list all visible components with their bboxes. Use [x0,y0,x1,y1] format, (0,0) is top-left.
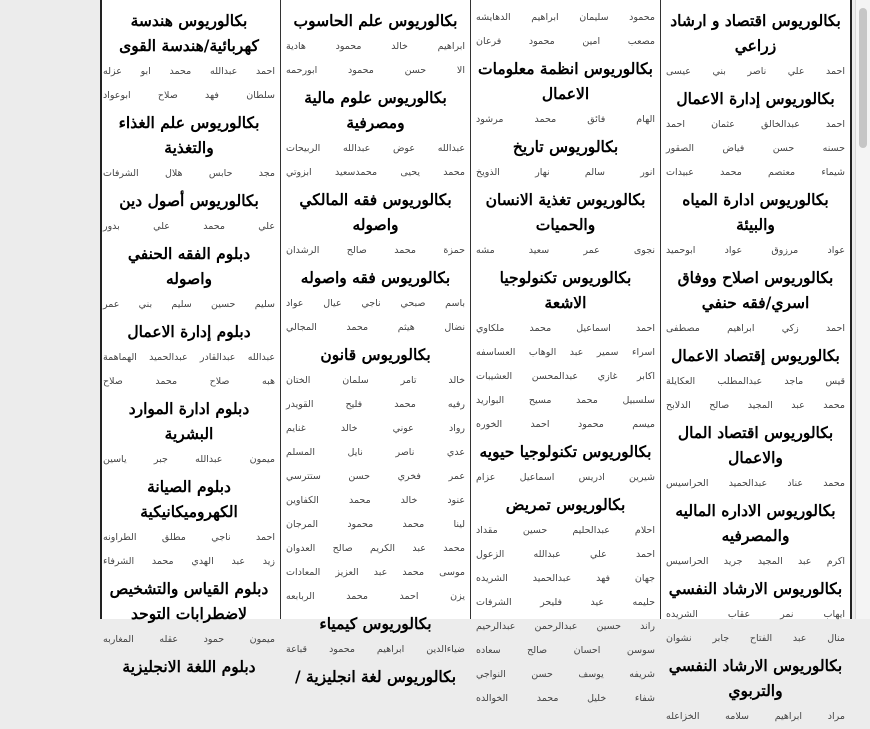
graduate-name: رواد عوني خالد غنايم [286,423,465,434]
graduate-name: يزن احمد محمد الربابعه [286,591,465,602]
graduate-name: اسراء سمير عبد الوهاب العساسفه [476,347,655,358]
degree-heading: بكالوريوس الاداره الماليه والمصرفيه [675,501,836,545]
scrollbar-thumb[interactable] [859,8,867,148]
graduate-name: شريفه يوسف حسن النواجي [476,669,655,680]
graduate-name: اكرم عبد المجيد جريد الحراسيس [666,556,845,567]
degree-heading: بكالوريوس أصول دين [119,191,259,210]
degree-heading: بكالوريوس لغة انجليزية / [294,667,457,686]
degree-heading: بكالوريوس الارشاد النفسي [668,579,843,598]
graduate-name: شفاء خليل محمد الخوالده [476,693,655,704]
graduate-name: عبدالله عوض عبدالله الربيحات [286,143,465,154]
degree-heading: بكالوريوس انظمة معلومات الاعمال [478,59,653,103]
graduate-name: عنود خالد محمد الكفاوين [286,495,465,506]
graduate-name: باسم صبحي ناجي عيال عواد [286,298,465,309]
degree-heading: بكالوريوس إقتصاد الاعمال [671,346,840,365]
graduate-name: شيماء معتصم محمد عبيدات [666,167,845,178]
column-1 [660,0,850,722]
graduate-name: سلسبيل محمد مسيح البواريد [476,395,655,406]
graduate-name: مجد حابس هلال الشرفات [103,168,275,179]
degree-heading: بكالوريوس فقه المالكي واصوله [299,190,452,234]
graduate-name: احلام عبدالحليم حسين مقداد [476,525,655,536]
graduate-name: سوسن احسان صالح سعاده [476,645,655,656]
graduate-name: اكابر غازي عبدالمحسن العشيبات [476,371,655,382]
graduate-name: احمد زكي ابراهيم مصطفى [666,323,845,334]
graduate-name: رفيه محمد فليح القويدر [286,399,465,410]
graduate-name: هبه صلاح محمد صلاح [103,376,275,387]
graduate-name: شيرين ادريس اسماعيل عزام [476,472,655,483]
graduate-name: عدي ناصر نايل المسلم [286,447,465,458]
graduate-name: احمد علي عبدالله الزعول [476,549,655,560]
degree-heading: بكالوريوس اقتصاد المال والاعمال [677,423,834,467]
graduate-name: محمد يحيى محمدسعيد ابزوتي [286,167,465,178]
graduate-name: لينا محمد محمود المرجان [286,519,465,530]
graduate-name: نجوى عمر سعيد مشه [476,245,655,256]
degree-heading: بكالوريوس اقتصاد و ارشاد زراعي [670,11,841,55]
degree-heading: بكالوريوس كيمياء [319,614,432,633]
column-2 [470,0,660,704]
column-3 [280,0,470,686]
graduate-name: حسنه حسن فياض الصقور [666,143,845,154]
degree-heading: دبلوم اللغة الانجليزية [122,657,256,676]
graduate-name: محمد عناد عبدالحميد الحراسيس [666,478,845,489]
graduate-name: ميمون عبدالله جبر ياسين [103,454,275,465]
graduate-name: موسى محمد عبد العزيز المعادات [286,567,465,578]
degree-heading: بكالوريوس علم الحاسوب [293,11,458,30]
graduate-name: محمود سليمان ابراهيم الدهايشه [476,12,655,23]
graduate-name: حمزة محمد صالح الرشدان [286,245,465,256]
degree-heading: بكالوريوس ادارة المياه والبيئة [682,190,829,234]
degree-heading: بكالوريوس تكنولوجيا الاشعة [499,268,632,312]
degree-heading: بكالوريوس إدارة الاعمال [676,89,835,108]
graduate-name: حليمه عيد فليحر الشرفات [476,597,655,608]
graduate-name: احمد عبدالخالق عثمان احمد [666,119,845,130]
graduate-name: جهان فهد عبدالحميد الشريده [476,573,655,584]
degree-heading: بكالوريوس قانون [320,345,431,364]
graduate-name: محمد عبد الكريم صالح العدوان [286,543,465,554]
document-page [100,0,852,722]
graduate-name: احمد ناجي مطلق الطراونه [103,532,275,543]
degree-heading: بكالوريوس تغذية الانسان والحميات [485,190,646,234]
graduate-name: الا حسن محمود ابورحمه [286,65,465,76]
graduate-name: محمد عبد المجيد صالح الدلابح [666,400,845,411]
degree-heading: دبلوم ادارة الموارد البشرية [128,399,250,443]
graduate-name: سليم حسين سليم بني عمر [103,299,275,310]
degree-heading: دبلوم الفقه الحنفي واصوله [127,244,251,288]
graduate-name: منال عبد الفتاح جابر نشوان [666,633,845,644]
degree-heading: بكالوريوس الارشاد النفسي والتربوي [668,656,843,700]
graduate-name: سلطان فهد صلاح ابوعواد [103,90,275,101]
graduate-name: عمر فخري حسن ستترسي [286,471,465,482]
graduate-name: احمد علي ناصر بني عيسى [666,66,845,77]
degree-heading: بكالوريوس تكنولوجيا حيويه [479,442,652,461]
graduate-name: الهام فائق محمد مرشود [476,114,655,125]
degree-heading: بكالوريوس اصلاح ووفاق اسري/فقه حنفي [677,268,834,312]
degree-heading: دبلوم إدارة الاعمال [127,322,251,341]
degree-heading: دبلوم الصيانة الكهروميكانيكية [140,477,238,521]
graduate-name: ابراهيم خالد محمود هادية [286,41,465,52]
degree-heading: بكالوريوس تمريض [505,495,626,514]
graduate-name: علي محمد علي بدور [103,221,275,232]
graduate-name: راند حسين عبدالرحمن عبدالرحيم [476,621,655,632]
graduate-name: عواد مرزوق عواد ابوحميد [666,245,845,256]
vertical-scrollbar[interactable] [855,0,870,619]
graduate-name: نضال هيثم محمد المجالي [286,322,465,333]
graduate-name: ضياءالدين ابراهيم محمود قباعة [286,644,465,655]
degree-heading: بكالوريوس هندسة كهربائية/هندسة القوى [119,11,259,55]
graduate-name: خالد تامر سلمان الختان [286,375,465,386]
graduate-name: ايهاب نمر عقاب الشريده [666,609,845,620]
graduate-name: عبدالله عبدالقادر عبدالحميد الهماهمة [103,352,275,363]
graduate-name: احمد اسماعيل محمد ملكاوي [476,323,655,334]
graduate-name: قيس ماجد عبدالمطلب العكايلة [666,376,845,387]
graduate-name: ميسم محمود احمد الخوره [476,419,655,430]
graduate-name: انور سالم نهار الذويخ [476,167,655,178]
degree-heading: بكالوريوس تاريخ [512,137,619,156]
column-4 [98,0,280,676]
degree-heading: دبلوم القياس والتشخيص لاضطرابات التوحد [109,579,269,623]
graduate-name: ميمون حمود عقله المغاربه [103,634,275,645]
degree-heading: بكالوريوس علم الغذاء والتغذية [118,113,260,157]
graduate-name: مراد ابراهيم سلامه الخزاعله [666,711,845,722]
degree-heading: بكالوريوس فقه واصوله [300,268,451,287]
degree-heading: بكالوريوس علوم مالية ومصرفية [304,88,447,132]
graduate-name: احمد عبدالله محمد ابو عزله [103,66,275,77]
graduate-name: زيد عبد الهدي محمد الشرفاء [103,556,275,567]
graduate-name: مصعب امين محمود فرعان [476,36,655,47]
